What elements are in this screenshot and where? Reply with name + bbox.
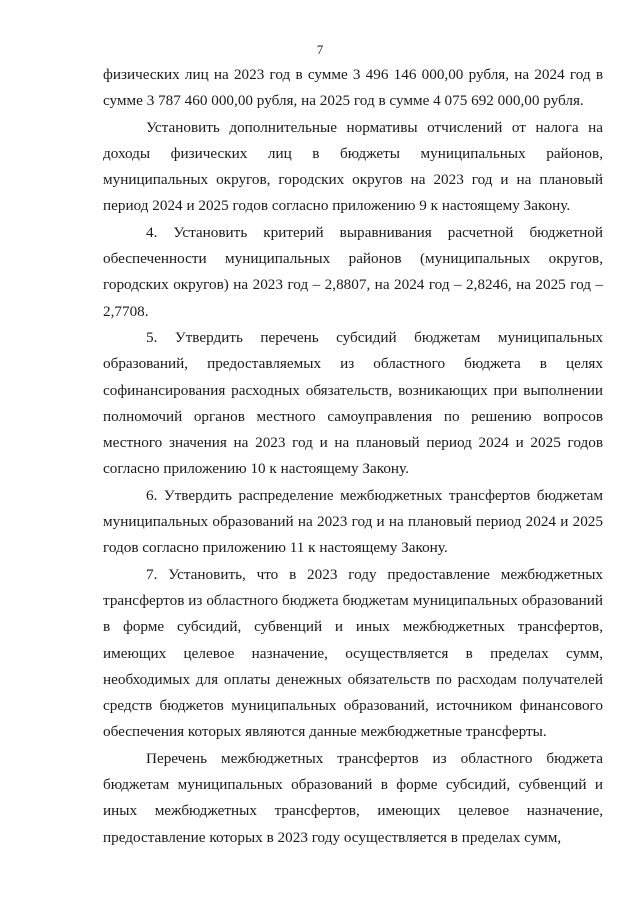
paragraph-5: 6. Утвердить распределение межбюджетных трансфертов бюджетам муниципальных образований на 2023 год и на плановый период 2024 и 2025 годов согласно приложению 11 к настоящему Закону. [103,486,603,557]
paragraph-3: 4. Установить критерий выравнивания расчетной бюджетной обеспеченности муниципальных районов (муниципальных округов, городских округов) на 2023 год – 2,8807, на 2024 год – 2,8246, на 2025 год – 2,7708. [103,223,603,320]
page-number: 7 [316,42,324,57]
paragraph-2: Установить дополнительные нормативы отчислений от налога на доходы физических лиц в бюджеты муниципальных районов, муниципальных округов, городских округов на 2023 год и на плановый период 2024 и 2025 годов согласно приложению 9 к настоящему Закону. [103,118,603,215]
paragraph-4: 5. Утвердить перечень субсидий бюджетам муниципальных образований, предоставляемых из областного бюджета в целях софинансирования расходных обязательств, возникающих при выполнении полномочий органов местного самоуправления по решению вопросов местного значения на 2023 год и на плановый период 2024 и 2025 годов согласно приложению 10 к настоящему Закону. [103,328,603,478]
paragraph-6: 7. Установить, что в 2023 году предоставление межбюджетных трансфертов из областного бюджета бюджетам муниципальных образований в форме субсидий, субвенций и иных межбюджетных трансфертов, имеющих целевое назначение, осуществляется в пределах сумм, необходимых для оплаты денежных обязательств по расходам получателей средств бюджетов муниципальных образований, источником финансового обеспечения которых являются данные межбюджетные трансферты. [103,565,603,741]
document-body [103,62,603,851]
paragraph-7: Перечень межбюджетных трансфертов из областного бюджета бюджетам муниципальных образований в форме субсидий, субвенций и иных межбюджетных трансфертов, имеющих целевое назначение, предоставление которых в 2023 году осуществляется в пределах сумм, [103,749,603,846]
paragraph-1: физических лиц на 2023 год в сумме 3 496 146 000,00 рубля, на 2024 год в сумме 3 787 460 000,00 рубля, на 2025 год в сумме 4 075 692 000,00 рубля. [103,66,603,110]
